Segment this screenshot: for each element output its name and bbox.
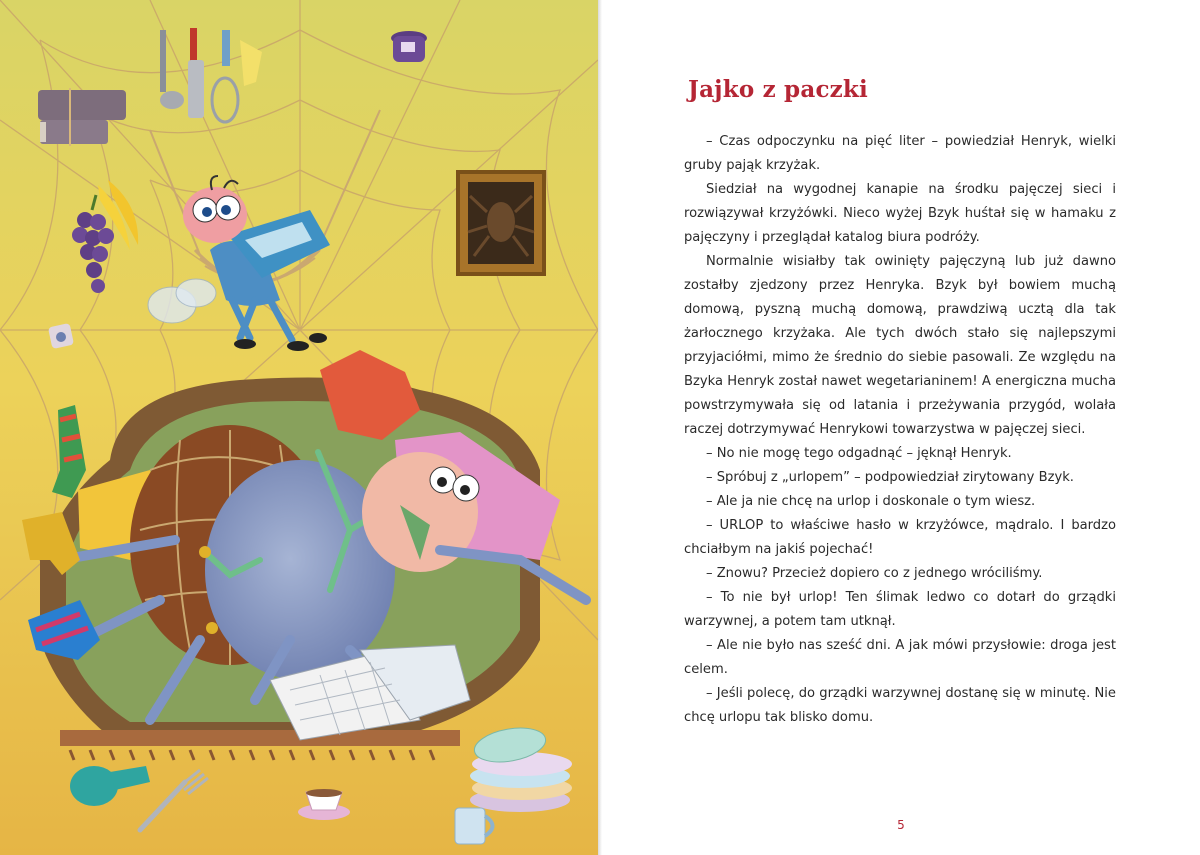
spider-and-fly-illustration — [0, 0, 598, 855]
paragraph: – Ale ja nie chcę na urlop i doskonale o tym wiesz. — [706, 494, 1036, 509]
paragraph: – Czas odpoczynku na pięć liter – powiedział Henryk, wielki gruby pająk krzyżak. — [684, 134, 1116, 173]
page-number: 5 — [897, 818, 905, 832]
jam-jar-icon — [391, 31, 427, 62]
paragraph: – No nie mogę tego odgadnąć – jęknął Henryk. — [706, 446, 1012, 461]
text-page — [602, 0, 1200, 855]
story-text — [684, 130, 1116, 730]
paragraph: – Ale nie było nas sześć dni. A jak mówi przysłowie: droga jest celem. — [684, 638, 1116, 677]
paragraph: – Jeśli polecę, do grządki warzywnej dostanę się w minutę. Nie chcę urlopu tak blisko domu. — [684, 686, 1116, 725]
paragraph: Siedział na wygodnej kanapie na środku pajęczej sieci i rozwiązywał krzyżówki. Nieco wyżej Bzyk huśtał się w hamaku z pajęczyny i przeglądał katalog biura podróży. — [684, 182, 1116, 245]
paragraph: – Spróbuj z „urlopem” – podpowiedział zirytowany Bzyk. — [706, 470, 1074, 485]
paragraph: – URLOP to właściwe hasło w krzyżówce, mądralo. I bardzo chciałbym na jakiś pojechać! — [684, 518, 1116, 557]
paragraph: – To nie był urlop! Ten ślimak ledwo co dotarł do grządki warzywnej, a potem tam utknął. — [684, 590, 1116, 629]
spider-portrait-icon — [458, 172, 544, 274]
paragraph: – Znowu? Przecież dopiero co z jednego wróciliśmy. — [706, 566, 1043, 581]
paragraph: Normalnie wisiałby tak owinięty pajęczyną lub już dawno zostałby zjedzony przez Henryka. Bzyk był bowiem muchą domową, pyszną muchą domową, prawdziwą ucztą dla tak żarłocznego krzyżaka. Ale tych dwóch stało się najlepszymi przyjaciółmi, mimo że średnio do siebie pasowali. Ze względu na Bzyka Henryk został nawet wegetarianinem! A energiczna mucha powstrzymywała się od latania i przeżywania przygód, wolała raczej dotrzymywać Henrykowi towarzystwa w pajęczej sieci. — [684, 254, 1116, 437]
chapter-title: Jajko z paczki — [688, 76, 868, 103]
hanging-snail-shell — [48, 323, 74, 349]
illustration-page — [0, 0, 598, 855]
